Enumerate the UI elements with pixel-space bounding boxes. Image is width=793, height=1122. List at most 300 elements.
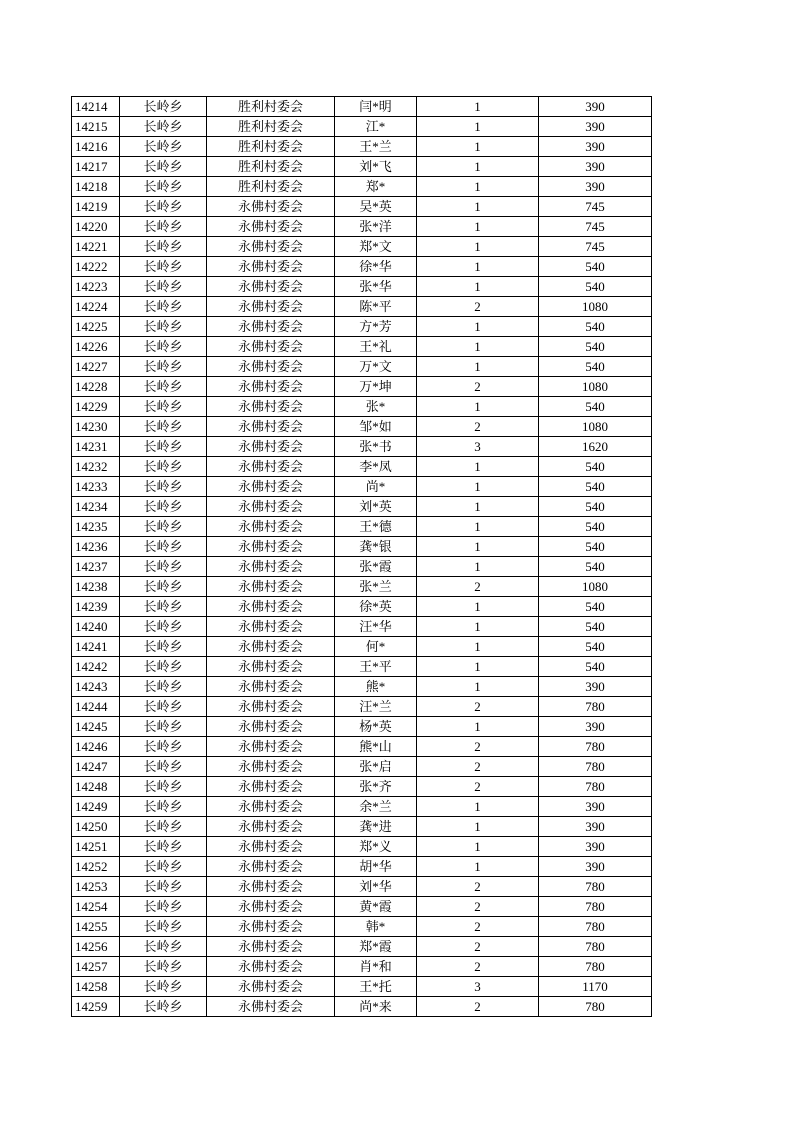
amount-cell: 540: [539, 657, 652, 677]
table-row: [72, 677, 652, 697]
township-cell: 长岭乡: [120, 637, 207, 657]
id-cell: 14245: [72, 717, 120, 737]
amount-cell: 780: [539, 757, 652, 777]
id-cell: 14227: [72, 357, 120, 377]
count-cell: 1: [417, 177, 539, 197]
table-row: [72, 817, 652, 837]
table-row: [72, 497, 652, 517]
name-cell: 尚*来: [335, 997, 417, 1017]
amount-cell: 390: [539, 797, 652, 817]
count-cell: 1: [417, 617, 539, 637]
township-cell: 长岭乡: [120, 737, 207, 757]
township-cell: 长岭乡: [120, 457, 207, 477]
count-cell: 2: [417, 417, 539, 437]
name-cell: 张*书: [335, 437, 417, 457]
name-cell: 郑*文: [335, 237, 417, 257]
count-cell: 2: [417, 297, 539, 317]
table-body: [72, 97, 652, 1017]
id-cell: 14252: [72, 857, 120, 877]
village-cell: 永佛村委会: [207, 317, 335, 337]
name-cell: 张*华: [335, 277, 417, 297]
township-cell: 长岭乡: [120, 377, 207, 397]
name-cell: 龚*银: [335, 537, 417, 557]
count-cell: 1: [417, 277, 539, 297]
name-cell: 胡*华: [335, 857, 417, 877]
count-cell: 1: [417, 537, 539, 557]
village-cell: 永佛村委会: [207, 197, 335, 217]
table-row: [72, 517, 652, 537]
amount-cell: 1170: [539, 977, 652, 997]
id-cell: 14243: [72, 677, 120, 697]
count-cell: 1: [417, 137, 539, 157]
township-cell: 长岭乡: [120, 797, 207, 817]
amount-cell: 540: [539, 497, 652, 517]
township-cell: 长岭乡: [120, 537, 207, 557]
count-cell: 1: [417, 357, 539, 377]
table-row: [72, 177, 652, 197]
id-cell: 14234: [72, 497, 120, 517]
township-cell: 长岭乡: [120, 997, 207, 1017]
village-cell: 永佛村委会: [207, 257, 335, 277]
township-cell: 长岭乡: [120, 157, 207, 177]
table-row: [72, 617, 652, 637]
id-cell: 14256: [72, 937, 120, 957]
village-cell: 永佛村委会: [207, 397, 335, 417]
table-row: [72, 137, 652, 157]
name-cell: 龚*进: [335, 817, 417, 837]
amount-cell: 780: [539, 897, 652, 917]
count-cell: 1: [417, 157, 539, 177]
township-cell: 长岭乡: [120, 957, 207, 977]
village-cell: 永佛村委会: [207, 217, 335, 237]
count-cell: 1: [417, 97, 539, 117]
id-cell: 14250: [72, 817, 120, 837]
table-row: [72, 877, 652, 897]
village-cell: 永佛村委会: [207, 537, 335, 557]
village-cell: 永佛村委会: [207, 837, 335, 857]
amount-cell: 780: [539, 697, 652, 717]
amount-cell: 390: [539, 117, 652, 137]
id-cell: 14232: [72, 457, 120, 477]
table-row: [72, 737, 652, 757]
id-cell: 14214: [72, 97, 120, 117]
id-cell: 14216: [72, 137, 120, 157]
township-cell: 长岭乡: [120, 697, 207, 717]
id-cell: 14241: [72, 637, 120, 657]
village-cell: 永佛村委会: [207, 677, 335, 697]
count-cell: 1: [417, 557, 539, 577]
amount-cell: 745: [539, 197, 652, 217]
id-cell: 14237: [72, 557, 120, 577]
table-row: [72, 597, 652, 617]
village-cell: 永佛村委会: [207, 877, 335, 897]
township-cell: 长岭乡: [120, 897, 207, 917]
township-cell: 长岭乡: [120, 937, 207, 957]
table-row: [72, 977, 652, 997]
count-cell: 3: [417, 437, 539, 457]
amount-cell: 390: [539, 817, 652, 837]
count-cell: 2: [417, 737, 539, 757]
id-cell: 14221: [72, 237, 120, 257]
table-row: [72, 357, 652, 377]
table-row: [72, 637, 652, 657]
village-cell: 永佛村委会: [207, 417, 335, 437]
id-cell: 14248: [72, 777, 120, 797]
village-cell: 永佛村委会: [207, 557, 335, 577]
amount-cell: 780: [539, 877, 652, 897]
amount-cell: 540: [539, 537, 652, 557]
count-cell: 1: [417, 857, 539, 877]
table-row: [72, 777, 652, 797]
count-cell: 2: [417, 577, 539, 597]
table-row: [72, 997, 652, 1017]
id-cell: 14225: [72, 317, 120, 337]
id-cell: 14223: [72, 277, 120, 297]
name-cell: 江*: [335, 117, 417, 137]
table-row: [72, 97, 652, 117]
village-cell: 永佛村委会: [207, 997, 335, 1017]
amount-cell: 390: [539, 137, 652, 157]
table-row: [72, 697, 652, 717]
count-cell: 1: [417, 497, 539, 517]
table-row: [72, 897, 652, 917]
id-cell: 14246: [72, 737, 120, 757]
village-cell: 永佛村委会: [207, 737, 335, 757]
id-cell: 14244: [72, 697, 120, 717]
name-cell: 刘*英: [335, 497, 417, 517]
township-cell: 长岭乡: [120, 237, 207, 257]
township-cell: 长岭乡: [120, 97, 207, 117]
name-cell: 熊*山: [335, 737, 417, 757]
table-row: [72, 117, 652, 137]
township-cell: 长岭乡: [120, 337, 207, 357]
table-row: [72, 557, 652, 577]
village-cell: 胜利村委会: [207, 137, 335, 157]
count-cell: 1: [417, 237, 539, 257]
amount-cell: 1620: [539, 437, 652, 457]
name-cell: 王*德: [335, 517, 417, 537]
id-cell: 14251: [72, 837, 120, 857]
amount-cell: 390: [539, 97, 652, 117]
table-row: [72, 477, 652, 497]
name-cell: 徐*华: [335, 257, 417, 277]
township-cell: 长岭乡: [120, 217, 207, 237]
amount-cell: 540: [539, 557, 652, 577]
village-cell: 永佛村委会: [207, 777, 335, 797]
name-cell: 王*礼: [335, 337, 417, 357]
count-cell: 2: [417, 377, 539, 397]
village-cell: 永佛村委会: [207, 277, 335, 297]
count-cell: 1: [417, 637, 539, 657]
township-cell: 长岭乡: [120, 657, 207, 677]
village-cell: 永佛村委会: [207, 797, 335, 817]
village-cell: 永佛村委会: [207, 357, 335, 377]
village-cell: 永佛村委会: [207, 977, 335, 997]
count-cell: 1: [417, 337, 539, 357]
table-row: [72, 217, 652, 237]
amount-cell: 745: [539, 217, 652, 237]
township-cell: 长岭乡: [120, 917, 207, 937]
amount-cell: 540: [539, 357, 652, 377]
id-cell: 14226: [72, 337, 120, 357]
village-cell: 胜利村委会: [207, 177, 335, 197]
township-cell: 长岭乡: [120, 357, 207, 377]
village-cell: 永佛村委会: [207, 237, 335, 257]
id-cell: 14236: [72, 537, 120, 557]
data-table: [71, 96, 652, 1017]
count-cell: 3: [417, 977, 539, 997]
count-cell: 1: [417, 597, 539, 617]
amount-cell: 1080: [539, 417, 652, 437]
count-cell: 2: [417, 697, 539, 717]
amount-cell: 780: [539, 957, 652, 977]
count-cell: 1: [417, 477, 539, 497]
id-cell: 14222: [72, 257, 120, 277]
name-cell: 闫*明: [335, 97, 417, 117]
name-cell: 张*: [335, 397, 417, 417]
amount-cell: 780: [539, 737, 652, 757]
table-row: [72, 157, 652, 177]
township-cell: 长岭乡: [120, 257, 207, 277]
village-cell: 永佛村委会: [207, 477, 335, 497]
table-row: [72, 277, 652, 297]
township-cell: 长岭乡: [120, 277, 207, 297]
name-cell: 张*霞: [335, 557, 417, 577]
id-cell: 14258: [72, 977, 120, 997]
name-cell: 李*凤: [335, 457, 417, 477]
village-cell: 永佛村委会: [207, 617, 335, 637]
name-cell: 熊*: [335, 677, 417, 697]
amount-cell: 390: [539, 177, 652, 197]
village-cell: 永佛村委会: [207, 637, 335, 657]
id-cell: 14231: [72, 437, 120, 457]
township-cell: 长岭乡: [120, 117, 207, 137]
count-cell: 1: [417, 217, 539, 237]
township-cell: 长岭乡: [120, 317, 207, 337]
amount-cell: 390: [539, 837, 652, 857]
table-row: [72, 537, 652, 557]
name-cell: 张*启: [335, 757, 417, 777]
amount-cell: 390: [539, 157, 652, 177]
id-cell: 14230: [72, 417, 120, 437]
count-cell: 2: [417, 997, 539, 1017]
amount-cell: 390: [539, 677, 652, 697]
village-cell: 永佛村委会: [207, 517, 335, 537]
name-cell: 肖*和: [335, 957, 417, 977]
count-cell: 1: [417, 197, 539, 217]
amount-cell: 780: [539, 937, 652, 957]
village-cell: 永佛村委会: [207, 957, 335, 977]
village-cell: 永佛村委会: [207, 657, 335, 677]
amount-cell: 1080: [539, 377, 652, 397]
amount-cell: 390: [539, 717, 652, 737]
table-row: [72, 577, 652, 597]
name-cell: 黄*霞: [335, 897, 417, 917]
amount-cell: 540: [539, 277, 652, 297]
id-cell: 14239: [72, 597, 120, 617]
name-cell: 王*兰: [335, 137, 417, 157]
village-cell: 胜利村委会: [207, 97, 335, 117]
amount-cell: 540: [539, 397, 652, 417]
name-cell: 郑*霞: [335, 937, 417, 957]
name-cell: 韩*: [335, 917, 417, 937]
village-cell: 永佛村委会: [207, 717, 335, 737]
table-row: [72, 797, 652, 817]
count-cell: 2: [417, 777, 539, 797]
id-cell: 14253: [72, 877, 120, 897]
count-cell: 2: [417, 757, 539, 777]
id-cell: 14233: [72, 477, 120, 497]
count-cell: 2: [417, 937, 539, 957]
amount-cell: 540: [539, 477, 652, 497]
township-cell: 长岭乡: [120, 717, 207, 737]
amount-cell: 540: [539, 637, 652, 657]
name-cell: 汪*兰: [335, 697, 417, 717]
village-cell: 永佛村委会: [207, 917, 335, 937]
id-cell: 14249: [72, 797, 120, 817]
village-cell: 永佛村委会: [207, 577, 335, 597]
name-cell: 王*平: [335, 657, 417, 677]
township-cell: 长岭乡: [120, 297, 207, 317]
township-cell: 长岭乡: [120, 197, 207, 217]
name-cell: 邹*如: [335, 417, 417, 437]
name-cell: 万*坤: [335, 377, 417, 397]
village-cell: 胜利村委会: [207, 117, 335, 137]
name-cell: 郑*义: [335, 837, 417, 857]
township-cell: 长岭乡: [120, 397, 207, 417]
village-cell: 永佛村委会: [207, 757, 335, 777]
table-row: [72, 957, 652, 977]
village-cell: 永佛村委会: [207, 937, 335, 957]
township-cell: 长岭乡: [120, 517, 207, 537]
count-cell: 1: [417, 837, 539, 857]
name-cell: 尚*: [335, 477, 417, 497]
table-row: [72, 397, 652, 417]
table-row: [72, 417, 652, 437]
township-cell: 长岭乡: [120, 857, 207, 877]
township-cell: 长岭乡: [120, 497, 207, 517]
village-cell: 永佛村委会: [207, 377, 335, 397]
village-cell: 永佛村委会: [207, 457, 335, 477]
township-cell: 长岭乡: [120, 877, 207, 897]
name-cell: 刘*飞: [335, 157, 417, 177]
count-cell: 2: [417, 957, 539, 977]
table-row: [72, 657, 652, 677]
township-cell: 长岭乡: [120, 837, 207, 857]
id-cell: 14218: [72, 177, 120, 197]
table-row: [72, 717, 652, 737]
name-cell: 徐*英: [335, 597, 417, 617]
township-cell: 长岭乡: [120, 677, 207, 697]
township-cell: 长岭乡: [120, 557, 207, 577]
id-cell: 14238: [72, 577, 120, 597]
table-row: [72, 297, 652, 317]
township-cell: 长岭乡: [120, 577, 207, 597]
village-cell: 永佛村委会: [207, 897, 335, 917]
table-row: [72, 857, 652, 877]
id-cell: 14215: [72, 117, 120, 137]
amount-cell: 1080: [539, 297, 652, 317]
count-cell: 1: [417, 117, 539, 137]
id-cell: 14254: [72, 897, 120, 917]
id-cell: 14247: [72, 757, 120, 777]
township-cell: 长岭乡: [120, 597, 207, 617]
township-cell: 长岭乡: [120, 977, 207, 997]
table-row: [72, 917, 652, 937]
id-cell: 14228: [72, 377, 120, 397]
village-cell: 永佛村委会: [207, 597, 335, 617]
id-cell: 14242: [72, 657, 120, 677]
id-cell: 14220: [72, 217, 120, 237]
count-cell: 1: [417, 657, 539, 677]
village-cell: 永佛村委会: [207, 337, 335, 357]
name-cell: 陈*平: [335, 297, 417, 317]
name-cell: 王*托: [335, 977, 417, 997]
village-cell: 永佛村委会: [207, 857, 335, 877]
count-cell: 2: [417, 897, 539, 917]
village-cell: 永佛村委会: [207, 437, 335, 457]
name-cell: 杨*英: [335, 717, 417, 737]
village-cell: 永佛村委会: [207, 497, 335, 517]
id-cell: 14217: [72, 157, 120, 177]
name-cell: 吴*英: [335, 197, 417, 217]
township-cell: 长岭乡: [120, 417, 207, 437]
amount-cell: 780: [539, 997, 652, 1017]
amount-cell: 1080: [539, 577, 652, 597]
amount-cell: 540: [539, 517, 652, 537]
table-row: [72, 837, 652, 857]
name-cell: 何*: [335, 637, 417, 657]
amount-cell: 780: [539, 777, 652, 797]
township-cell: 长岭乡: [120, 757, 207, 777]
id-cell: 14255: [72, 917, 120, 937]
amount-cell: 540: [539, 457, 652, 477]
amount-cell: 540: [539, 317, 652, 337]
table-row: [72, 757, 652, 777]
table-row: [72, 437, 652, 457]
table-row: [72, 237, 652, 257]
name-cell: 张*齐: [335, 777, 417, 797]
table-row: [72, 377, 652, 397]
id-cell: 14229: [72, 397, 120, 417]
count-cell: 1: [417, 717, 539, 737]
table-row: [72, 197, 652, 217]
count-cell: 1: [417, 457, 539, 477]
amount-cell: 745: [539, 237, 652, 257]
count-cell: 2: [417, 877, 539, 897]
count-cell: 1: [417, 517, 539, 537]
id-cell: 14219: [72, 197, 120, 217]
table-row: [72, 937, 652, 957]
township-cell: 长岭乡: [120, 177, 207, 197]
name-cell: 刘*华: [335, 877, 417, 897]
name-cell: 郑*: [335, 177, 417, 197]
id-cell: 14224: [72, 297, 120, 317]
village-cell: 永佛村委会: [207, 697, 335, 717]
name-cell: 汪*华: [335, 617, 417, 637]
name-cell: 张*洋: [335, 217, 417, 237]
table-row: [72, 317, 652, 337]
table-row: [72, 257, 652, 277]
village-cell: 永佛村委会: [207, 817, 335, 837]
count-cell: 1: [417, 257, 539, 277]
name-cell: 张*兰: [335, 577, 417, 597]
count-cell: 1: [417, 817, 539, 837]
count-cell: 1: [417, 797, 539, 817]
township-cell: 长岭乡: [120, 137, 207, 157]
count-cell: 1: [417, 397, 539, 417]
id-cell: 14259: [72, 997, 120, 1017]
